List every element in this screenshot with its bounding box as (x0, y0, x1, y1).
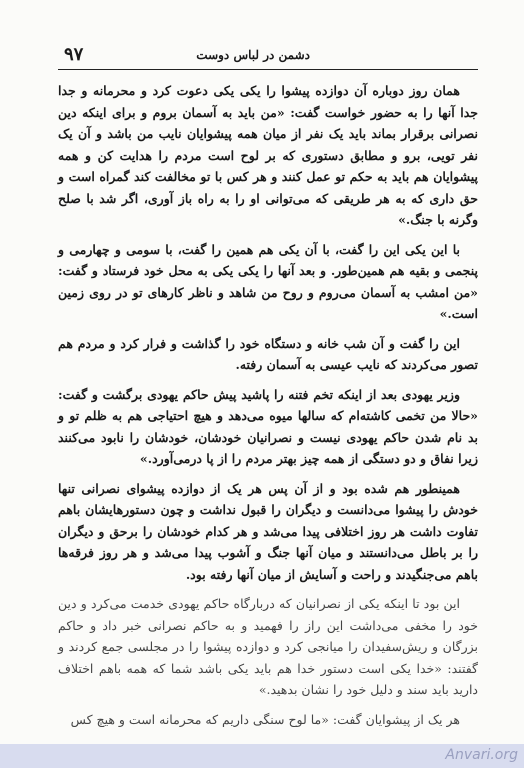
watermark: Anvari.org (445, 747, 518, 763)
page-body (58, 80, 478, 738)
footer-bar (0, 744, 524, 768)
page-header (58, 44, 478, 66)
paragraph: هر یک از پیشوایان گفت: «ما لوح سنگی داریم که محرمانه است و هیچ کس (70, 711, 460, 727)
page-number: ۹۷ (64, 44, 84, 65)
paragraph: همان روز دوباره آن دوازده پیشوا را یکی یکی دعوت کرد و محرمانه و جدا جدا آنها را به حضور خواست گفت: «من باید به آسمان بروم و برای اینکه دین نصرانی برقرار بماند باید یک نفر از میان همه پیشوایان نایب من باشد و آن یک نفر تویی، برو و مطابق دستوری که بر لوح است مردم را هدایت کن و همه پیشوایان هم باید به حکم تو عمل کنند و هر کس با تو مخالفت کند گمراه است و حق داری که به هر طریقی که می‌توانی او را به راه باز آوری، اگر شد با صلح وگرنه با جنگ.» (58, 83, 478, 227)
paragraph: این بود تا اینکه یکی از نصرانیان که دربارگاه حاکم یهودی خدمت می‌کرد و دین خود را مخفی می‌داشت این راز را فهمید و به حاکم نصرانی خبر داد و حاکم بزرگان و ریش‌سفیدان را میانجی کرد و دوازده پیشوا را در مجلسی جمع کردند و گفتند: «خدا یکی است دستور خدا هم باید یکی باشد شما که همه باهم اختلاف دارید باید سند و دلیل خود را نشان بدهید.» (58, 596, 478, 697)
header-rule (58, 69, 478, 70)
paragraph: وزیر یهودی بعد از اینکه تخم فتنه را پاشید پیش حاکم یهودی برگشت و گفت: «حالا من تخمی کاشته‌ام که سالها میوه می‌دهد و هیچ احتیاجی هم به ظلم تو و بد نام شدن حاکم یهودی نیست و نصرانیان خودشان، خودشان را نابود می‌کنند زیرا نفاق و دو دستگی از همه چیز بهتر مردم را از پا درمی‌آورد.» (58, 386, 478, 466)
paragraph: با این یکی این را گفت، با آن یکی هم همین را گفت، با سومی و چهارمی و پنجمی و بقیه هم همین‌طور. و بعد آنها را یکی یکی به محل خود فرستاد و گفت: «من امشب به آسمان می‌روم و روح من شاهد و ناظر کارهای تو در روی زمین است.» (58, 241, 478, 321)
paragraph: این را گفت و آن شب خانه و دستگاه خود را گذاشت و فرار کرد و مردم هم تصور می‌کردند که نایب عیسی به آسمان رفته. (58, 335, 478, 372)
running-title: دشمن در لباس دوست (196, 48, 310, 62)
paragraph: همینطور هم شده بود و از آن پس هر یک از دوازده پیشوای نصرانی تنها خودش را پیشوا می‌دانست و دیگران را قبول نداشت و چون دستورهایشان باهم تفاوت داشت هر روز اختلافی پیدا می‌شد و هر کدام خودشان را برحق و دیگران را بر باطل می‌دانستند و میان آنها جنگ و آشوب پیدا می‌شد و هر روز فرقه‌ها باهم می‌جنگیدند و راحت و آسایش از میان آنها رفته بود. (58, 480, 478, 582)
